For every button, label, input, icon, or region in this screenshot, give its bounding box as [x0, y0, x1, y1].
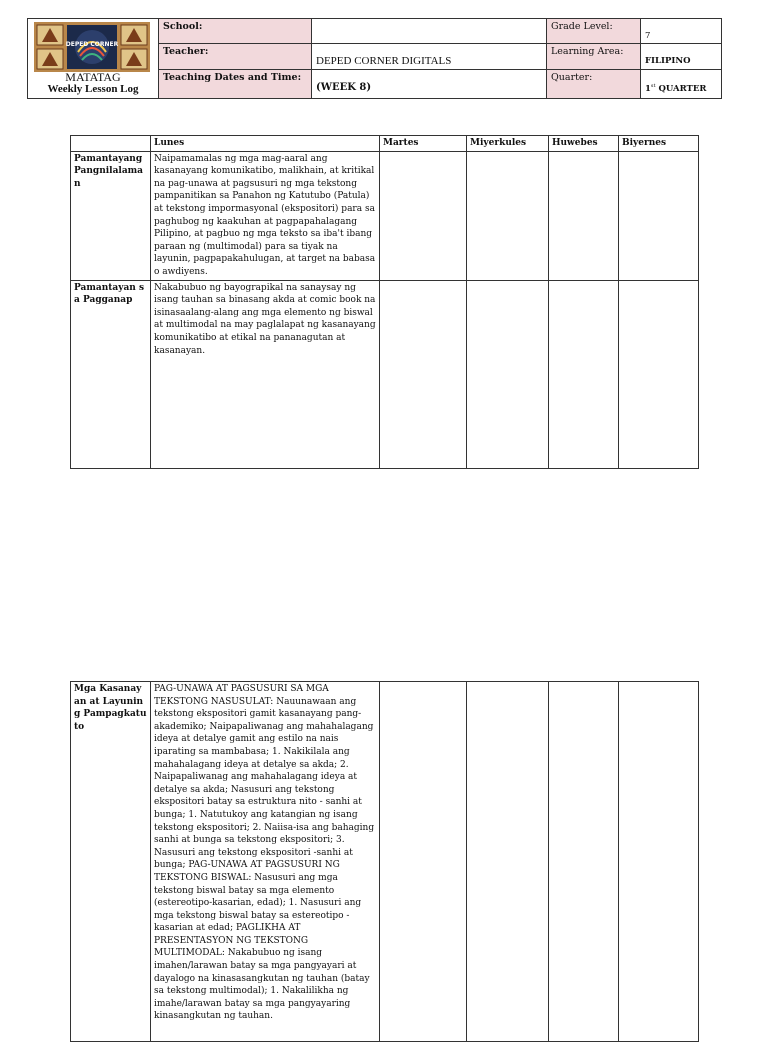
corner-cell	[71, 136, 151, 152]
grade-level-label: Grade Level:	[547, 19, 641, 44]
teaching-dates-value: (WEEK 8)	[312, 70, 547, 98]
learning-area-label: Learning Area:	[547, 44, 641, 70]
lesson-log-header	[27, 18, 722, 99]
empty-cell	[549, 280, 619, 468]
empty-cell	[380, 280, 467, 468]
lesson-table-standards	[70, 135, 699, 469]
learning-area-value: FILIPINO	[641, 44, 721, 70]
table-row	[71, 682, 699, 1042]
school-label: School:	[159, 19, 312, 44]
content-standard-text: Naipamamalas ng mga mag-aaral ang kasanayang komunikatibo, malikhain, at kritikal na pag-unawa at pagsusuri ng mga tekstong pampanitikan sa Panahon ng Katutubo (Patula) at tekstong impormasyonal (ekspositori) para sa paghubog ng kaakuhan at pagpapahalagang Pilipino, at pagbuo ng mga teksto sa iba't ibang paraan ng (multimodal) para sa tiyak na layunin, pagpapakahulugan, at target na babasa o awdiyens.	[151, 151, 380, 280]
empty-cell	[549, 682, 619, 1042]
empty-cell	[619, 151, 699, 280]
deped-logo-image	[34, 22, 150, 72]
table-row	[71, 151, 699, 280]
row-label-mga-kasanayan: Mga Kasanayan at Layuning Pampagkatuto	[71, 682, 151, 1042]
empty-cell	[619, 682, 699, 1042]
day-header-biyernes: Biyernes	[619, 136, 699, 152]
empty-cell	[467, 682, 549, 1042]
row-label-pamantayang-pangnilalaman: Pamantayang Pangnilalaman	[71, 151, 151, 280]
quarter-label: Quarter:	[547, 70, 641, 98]
performance-standard-text: Nakabubuo ng bayograpikal na sanaysay ng isang tauhan sa binasang akda at comic book na isinasaalang-alang ang mga elemento ng biswal at multimodal na may paglalapat ng kasanayang komunikatibo at etikal na pananagutan at kasanayan.	[151, 280, 380, 468]
row-label-pamantayan-sa-pagganap: Pamantayan sa Pagganap	[71, 280, 151, 468]
empty-cell	[380, 151, 467, 280]
caption-weekly-lesson-log: Weekly Lesson Log	[47, 83, 139, 95]
quarter-value: 1st QUARTER	[641, 70, 721, 98]
empty-cell	[619, 280, 699, 468]
empty-cell	[467, 151, 549, 280]
competencies-text: PAG-UNAWA AT PAGSUSURI SA MGA TEKSTONG NASUSULAT: Nauunawaan ang tekstong ekspositori gamit kasanayang pang-akademiko; Naipapaliwanag ang mahahalagang ideya at detalye gamit ang estilo na nais iparating sa mambabasa; 1. Nakikilala ang mahahalagang ideya at detalye sa akda; 2. Naipapaliwanag ang mahahalagang ideya at detalye sa akda; Nasusuri ang tekstong ekspositori batay sa estruktura nito - sanhi at bunga; 1. Natutukoy ang katangian ng isang tekstong ekspositori; 2. Naiisa-isa ang bahaging sanhi at bunga sa tekstong ekspositori; 3. Nasusuri ang tekstong ekspositori -sanhi at bunga; PAG-UNAWA AT PAGSUSURI NG TEKSTONG BISWAL: Nasusuri ang mga tekstong biswal batay sa mga elemento (estereotipo-kasarian, edad); 1. Nasusuri ang mga tekstong biswal batay sa estereotipo -kasarian at edad; PAGLIKHA AT PRESENTASYON NG TEKSTONG MULTIMODAL: Nakabubuo ng isang imahen/larawan batay sa mga pangyayari at dayalogo na kinasasangkutan ng tauhan (batay sa tekstong multimodal); 1. Nakalilikha ng imahe/larawan batay sa mga pangyayaring kinasangkutan ng tauhan.	[151, 682, 380, 1042]
empty-cell	[549, 151, 619, 280]
day-header-martes: Martes	[380, 136, 467, 152]
teacher-value: DEPED CORNER DIGITALS	[312, 44, 547, 70]
lesson-table-competencies	[70, 681, 699, 1042]
table-row	[71, 280, 699, 468]
teacher-label: Teacher:	[159, 44, 312, 70]
logo-text: DEPED CORNER	[65, 41, 119, 48]
empty-cell	[380, 682, 467, 1042]
logo-cell	[28, 19, 159, 98]
day-header-huwebes: Huwebes	[549, 136, 619, 152]
day-header-miyerkules: Miyerkules	[467, 136, 549, 152]
empty-cell	[467, 280, 549, 468]
day-header-lunes: Lunes	[151, 136, 380, 152]
teaching-dates-label: Teaching Dates and Time:	[159, 70, 312, 98]
school-value	[312, 19, 547, 44]
grade-level-value: 7	[641, 19, 721, 44]
caption-matatag: MATATAG	[65, 70, 121, 84]
